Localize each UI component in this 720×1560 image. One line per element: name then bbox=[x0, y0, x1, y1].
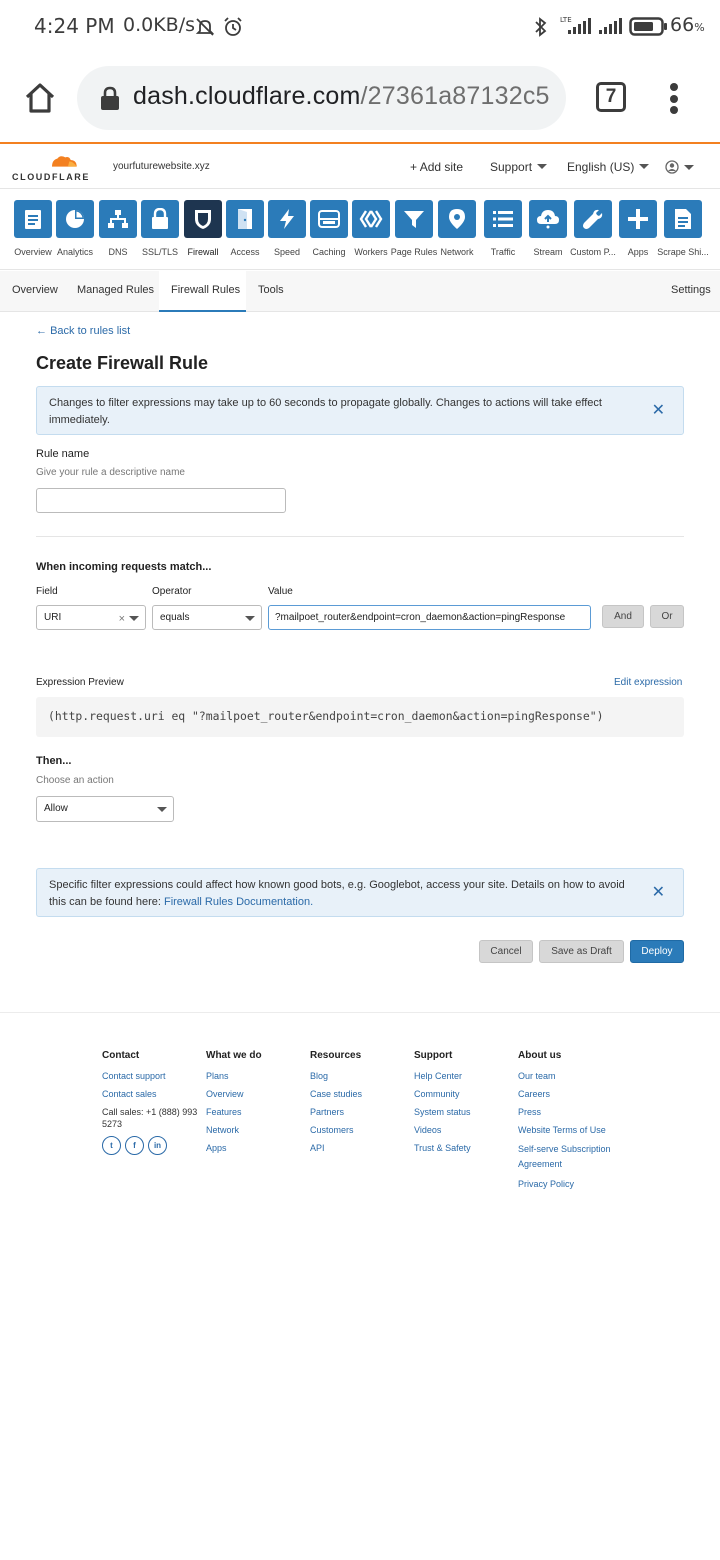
battery-percent: 66% bbox=[670, 14, 705, 36]
or-button[interactable]: Or bbox=[650, 605, 684, 628]
footer-link[interactable]: Careers bbox=[518, 1089, 551, 1099]
language-menu[interactable]: English (US) bbox=[567, 160, 649, 174]
back-to-rules-link[interactable]: ← Back to rules list bbox=[36, 325, 131, 337]
clear-icon[interactable]: × bbox=[118, 613, 125, 625]
app-scrape-shield[interactable]: Scrape Shi... bbox=[661, 200, 705, 238]
footer-link[interactable]: Case studies bbox=[310, 1089, 363, 1099]
alarm-icon bbox=[222, 16, 244, 38]
cancel-button[interactable]: Cancel bbox=[479, 940, 533, 963]
save-draft-button[interactable]: Save as Draft bbox=[539, 940, 624, 963]
subtab-active-indicator bbox=[159, 310, 246, 312]
footer-link[interactable]: Trust & Safety bbox=[414, 1143, 471, 1153]
pie-chart-icon bbox=[64, 208, 86, 230]
footer-link[interactable]: Community bbox=[414, 1089, 460, 1099]
twitter-icon[interactable]: t bbox=[102, 1136, 121, 1155]
filter-icon bbox=[403, 209, 425, 229]
lock-icon bbox=[99, 86, 121, 112]
footer-link[interactable]: Self-serve Subscription Agreement bbox=[518, 1144, 611, 1169]
app-page-rules[interactable]: Page Rules bbox=[392, 200, 436, 238]
social-links bbox=[102, 1136, 202, 1155]
good-bots-alert bbox=[36, 868, 684, 917]
operator-label: Operator bbox=[152, 586, 192, 597]
propagation-alert-text: Changes to filter expressions may take up to 60 seconds to propagate globally. Changes to actions will take effect immediately. bbox=[49, 397, 602, 426]
browser-toolbar bbox=[0, 56, 720, 142]
status-lte: LTE bbox=[560, 16, 572, 24]
signal-icon-2 bbox=[597, 16, 623, 36]
app-analytics[interactable]: Analytics bbox=[53, 200, 97, 238]
field-label: Field bbox=[36, 586, 58, 597]
app-dns[interactable]: DNS bbox=[96, 200, 140, 238]
zone-domain[interactable]: yourfuturewebsite.xyz bbox=[113, 161, 210, 172]
operator-select[interactable]: equals bbox=[152, 605, 262, 630]
app-firewall[interactable]: Firewall bbox=[181, 200, 225, 238]
home-icon[interactable] bbox=[22, 80, 58, 116]
cloudflare-header bbox=[0, 144, 720, 189]
lock-icon bbox=[151, 208, 169, 230]
close-icon[interactable]: ✕ bbox=[651, 401, 665, 419]
app-overview[interactable]: Overview bbox=[11, 200, 55, 238]
expression-preview: (http.request.uri eq "?mailpoet_router&endpoint=cron_daemon&action=pingResponse") bbox=[36, 697, 684, 737]
footer-heading: Contact bbox=[102, 1050, 140, 1061]
footer-link[interactable]: Network bbox=[206, 1125, 240, 1135]
footer-link[interactable]: Contact support bbox=[102, 1071, 166, 1081]
clipboard-icon bbox=[23, 208, 43, 230]
field-select[interactable]: URI × bbox=[36, 605, 146, 630]
chevron-down-icon bbox=[639, 164, 649, 169]
shield-icon bbox=[194, 208, 212, 230]
tab-managed-rules[interactable]: Managed Rules bbox=[77, 284, 155, 296]
add-site-button[interactable]: + Add site bbox=[410, 160, 464, 174]
chevron-down-icon bbox=[157, 807, 167, 812]
section-divider bbox=[36, 536, 684, 537]
plus-icon: + bbox=[410, 160, 420, 174]
server-icon bbox=[318, 209, 340, 229]
deploy-button[interactable]: Deploy bbox=[630, 940, 684, 963]
footer-link[interactable]: Overview bbox=[206, 1089, 244, 1099]
linkedin-icon[interactable]: in bbox=[148, 1136, 167, 1155]
chevron-down-icon bbox=[129, 616, 139, 621]
url-text: dash.cloudflare.com/27361a87132c5 bbox=[133, 82, 550, 110]
tab-overview[interactable]: Overview bbox=[12, 284, 58, 296]
app-custom-pages[interactable]: Custom P... bbox=[571, 200, 615, 238]
footer-support bbox=[414, 1050, 514, 1160]
user-icon bbox=[665, 160, 679, 174]
footer-link[interactable]: Partners bbox=[310, 1107, 345, 1117]
app-workers[interactable]: Workers bbox=[349, 200, 393, 238]
rule-name-label: Rule name bbox=[36, 448, 90, 460]
url-bar[interactable] bbox=[77, 66, 566, 130]
app-nav bbox=[0, 190, 720, 270]
status-net-speed: 0.0KB/s bbox=[123, 14, 196, 36]
arrow-left-icon: ← bbox=[36, 325, 51, 337]
tab-tools[interactable]: Tools bbox=[258, 284, 284, 296]
firewall-docs-link[interactable]: Firewall Rules Documentation. bbox=[163, 896, 314, 908]
cloud-upload-icon bbox=[536, 208, 560, 230]
footer-link[interactable]: System status bbox=[414, 1107, 471, 1117]
footer-heading: Resources bbox=[310, 1050, 362, 1061]
app-caching[interactable]: Caching bbox=[307, 200, 351, 238]
footer-about bbox=[518, 1050, 628, 1196]
propagation-alert bbox=[36, 386, 684, 435]
close-icon[interactable]: ✕ bbox=[651, 883, 665, 901]
edit-expression-link[interactable]: Edit expression bbox=[614, 677, 683, 688]
plus-icon bbox=[627, 208, 649, 230]
app-access[interactable]: Access bbox=[223, 200, 267, 238]
list-icon bbox=[492, 209, 514, 229]
footer-link[interactable]: Blog bbox=[310, 1071, 329, 1081]
tab-switcher-button[interactable]: 7 bbox=[596, 82, 626, 112]
chevron-down-icon bbox=[537, 164, 547, 169]
footer-link[interactable]: Contact sales bbox=[102, 1089, 157, 1099]
footer-heading: Support bbox=[414, 1050, 453, 1061]
status-bar bbox=[0, 0, 720, 56]
action-help: Choose an action bbox=[36, 775, 114, 786]
chevron-down-icon bbox=[245, 616, 255, 621]
app-traffic[interactable]: Traffic bbox=[481, 200, 525, 238]
wrench-icon bbox=[582, 208, 604, 230]
signal-icon bbox=[566, 16, 592, 36]
bluetooth-icon bbox=[532, 16, 550, 38]
value-label: Value bbox=[268, 586, 293, 597]
app-apps[interactable]: Apps bbox=[616, 200, 660, 238]
footer-divider bbox=[0, 1012, 720, 1013]
action-select[interactable]: Allow bbox=[36, 796, 174, 822]
battery-icon bbox=[629, 17, 669, 37]
value-input[interactable]: ?mailpoet_router&endpoint=cron_daemon&action=pingResponse bbox=[268, 605, 591, 630]
footer-contact bbox=[102, 1050, 202, 1155]
document-icon bbox=[674, 208, 692, 230]
cloudflare-wordmark: CLOUDFLARE bbox=[12, 172, 90, 182]
footer-link[interactable]: Customers bbox=[310, 1125, 354, 1135]
footer-link[interactable]: Press bbox=[518, 1107, 542, 1117]
chevron-down-icon bbox=[684, 165, 694, 170]
door-icon bbox=[236, 208, 254, 230]
footer-link[interactable]: API bbox=[310, 1143, 325, 1153]
good-bots-alert-text: Specific filter expressions could affect how known good bots, e.g. Googlebot, access your site. Details on how to avoid this can be found here: bbox=[49, 879, 625, 908]
footer-resources bbox=[310, 1050, 410, 1160]
network-icon bbox=[107, 209, 129, 229]
footer-heading: About us bbox=[518, 1050, 562, 1061]
app-stream[interactable]: Stream bbox=[526, 200, 570, 238]
expression-preview-label: Expression Preview bbox=[36, 677, 124, 688]
lightning-icon bbox=[278, 208, 296, 230]
location-pin-icon bbox=[448, 208, 466, 230]
support-menu[interactable]: Support bbox=[490, 160, 547, 174]
call-sales-text: Call sales: +1 (888) 993 5273 bbox=[102, 1107, 198, 1129]
footer-link[interactable]: Plans bbox=[206, 1071, 229, 1081]
footer-heading: What we do bbox=[206, 1050, 262, 1061]
footer-link[interactable]: Privacy Policy bbox=[518, 1179, 575, 1189]
browser-menu-icon[interactable] bbox=[670, 83, 680, 118]
tab-settings[interactable]: Settings bbox=[671, 284, 711, 296]
rule-name-help: Give your rule a descriptive name bbox=[36, 467, 185, 478]
facebook-icon[interactable]: f bbox=[125, 1136, 144, 1155]
match-heading: When incoming requests match... bbox=[36, 561, 212, 573]
app-network[interactable]: Network bbox=[435, 200, 479, 238]
app-ssl-tls[interactable]: SSL/TLS bbox=[138, 200, 182, 238]
app-speed[interactable]: Speed bbox=[265, 200, 309, 238]
footer-link[interactable]: Videos bbox=[414, 1125, 442, 1135]
footer-link[interactable]: Our team bbox=[518, 1071, 556, 1081]
tab-firewall-rules[interactable]: Firewall Rules bbox=[171, 284, 241, 296]
muted-bell-icon bbox=[194, 16, 216, 38]
workers-icon bbox=[359, 209, 383, 229]
page-title: Create Firewall Rule bbox=[36, 353, 209, 373]
rule-name-input[interactable] bbox=[36, 488, 286, 513]
footer-link[interactable]: Apps bbox=[206, 1143, 227, 1153]
status-time: 4:24 PM bbox=[34, 14, 115, 38]
then-heading: Then... bbox=[36, 755, 72, 767]
user-menu[interactable] bbox=[665, 159, 694, 177]
and-button[interactable]: And bbox=[602, 605, 644, 628]
footer-what-we-do bbox=[206, 1050, 306, 1160]
footer-link[interactable]: Features bbox=[206, 1107, 242, 1117]
footer-link[interactable]: Help Center bbox=[414, 1071, 463, 1081]
footer-link[interactable]: Website Terms of Use bbox=[518, 1125, 606, 1135]
